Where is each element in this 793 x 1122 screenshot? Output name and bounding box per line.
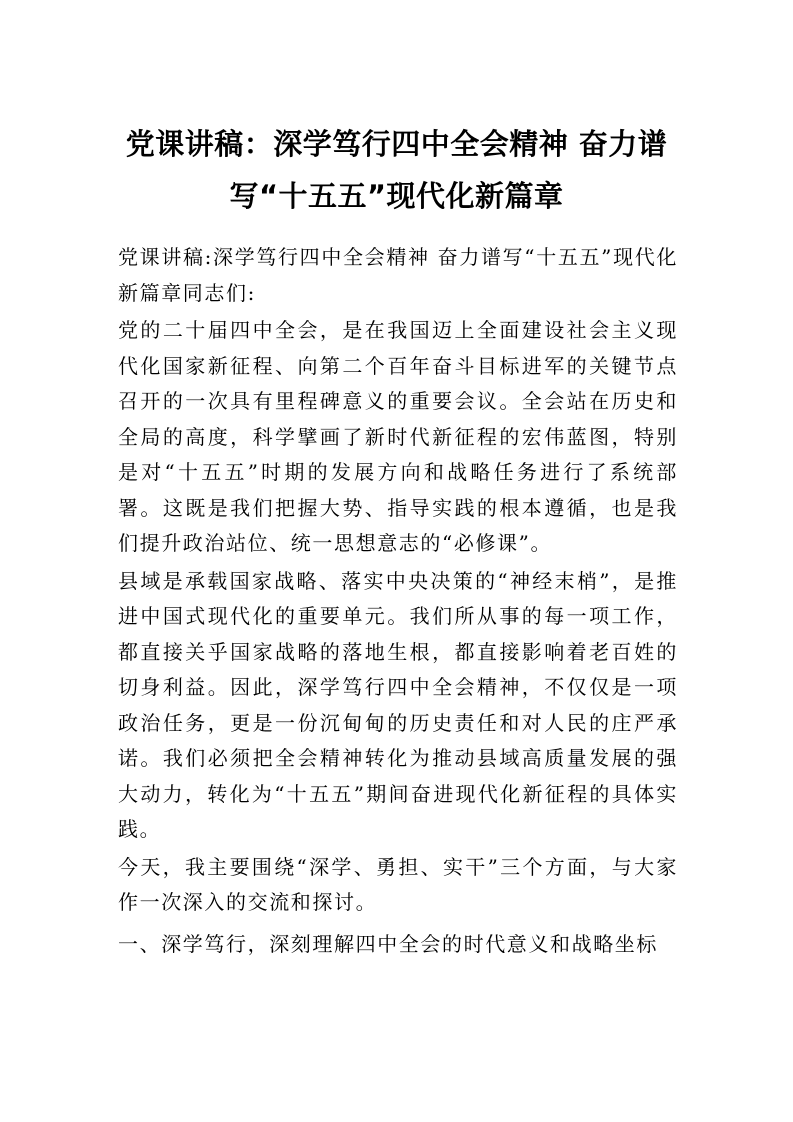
paragraph-intro: 党课讲稿:深学笃行四中全会精神 奋力谱写“十五五”现代化新篇章同志们: xyxy=(118,245,678,305)
document-title: 党课讲稿：深学笃行四中全会精神 奋力谱写“十五五”现代化新篇章 xyxy=(125,127,668,213)
paragraph-county: 县域是承载国家战略、落实中央决策的“神经末梢”，是推进中国式现代化的重要单元。我们所从事的每一项工作，都直接关乎国家战略的落地生根，都直接影响着老百姓的切身利益。因此，深学笃行四中全会精神，不仅仅是一项政治任务，更是一份沉甸甸的历史责任和对人民的庄严承诺。我们必须把全会精神转化为推动县域高质量发展的强大动力，转化为“十五五”期间奋进现代化新征程的具体实践。 xyxy=(118,568,678,841)
paragraph-outline: 今天，我主要围绕“深学、勇担、实干”三个方面，与大家作一次深入的交流和探讨。 xyxy=(118,854,678,914)
document-body xyxy=(118,240,678,964)
paragraph-plenum: 党的二十届四中全会，是在我国迈上全面建设社会主义现代化国家新征程、向第二个百年奋斗目标进军的关键节点召开的一次具有里程碑意义的重要会议。全会站在历史和全局的高度，科学擘画了新时代新征程的宏伟蓝图，特别是对“十五五”时期的发展方向和战略任务进行了系统部署。这既是我们把握大势、指导实践的根本遵循，也是我们提升政治站位、统一思想意志的“必修课”。 xyxy=(118,318,678,555)
section-heading: 一、深学笃行，深刻理解四中全会的时代意义和战略坐标 xyxy=(118,931,658,956)
